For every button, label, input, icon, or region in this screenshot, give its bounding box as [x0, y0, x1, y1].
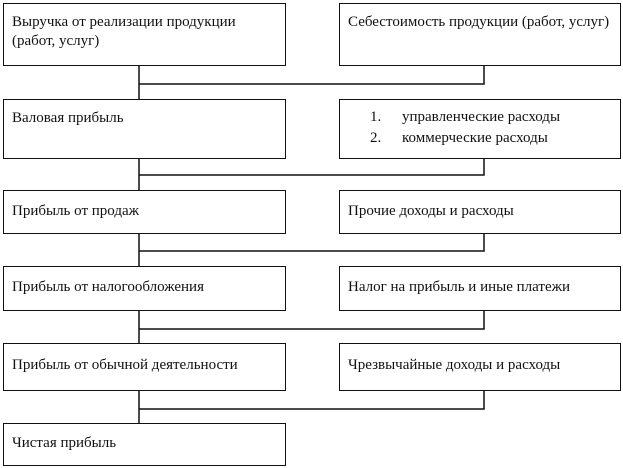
ordinary-profit-label: Прибыль от обычной деятельности	[12, 357, 238, 373]
cost-label: Себестоимость продукции (работ, услуг)	[348, 14, 610, 30]
net-profit-box	[3, 423, 286, 466]
extraordinary-box	[339, 343, 621, 391]
pretax-profit-box	[3, 266, 286, 311]
ordinary-profit-box	[3, 343, 286, 391]
sales-profit-box	[3, 190, 286, 234]
gross-profit-box	[3, 99, 286, 159]
other-income-box	[339, 190, 621, 234]
tax-label: Налог на прибыль и иные платежи	[348, 279, 570, 295]
net-profit-label: Чистая прибыль	[12, 435, 117, 451]
expense-item-number: 2.	[370, 130, 382, 146]
expense-item-label: управленческие расходы	[402, 109, 561, 125]
gross-profit-label: Валовая прибыль	[12, 110, 124, 126]
revenue-label: Выручка от реализации продукции (работ, услуг)	[12, 14, 236, 49]
tax-box	[339, 266, 621, 311]
connector-4	[139, 311, 484, 343]
sales-profit-label: Прибыль от продаж	[12, 203, 140, 219]
connector-1	[139, 66, 484, 99]
pretax-profit-label: Прибыль от налогообложения	[12, 279, 204, 295]
other-income-label: Прочие доходы и расходы	[348, 203, 514, 219]
connector-3	[139, 234, 484, 266]
cost-box	[339, 3, 621, 66]
expense-item-management	[370, 108, 561, 127]
expense-item-number: 1.	[370, 109, 382, 125]
expenses-list	[346, 108, 560, 150]
expenses-box	[339, 99, 621, 159]
extraordinary-label: Чрезвычайные доходы и расходы	[348, 357, 561, 373]
connector-2	[139, 159, 484, 190]
expense-item-label: коммерческие расходы	[402, 130, 548, 146]
revenue-box	[3, 3, 286, 66]
expense-item-commercial	[370, 129, 560, 148]
connector-5	[139, 391, 484, 423]
